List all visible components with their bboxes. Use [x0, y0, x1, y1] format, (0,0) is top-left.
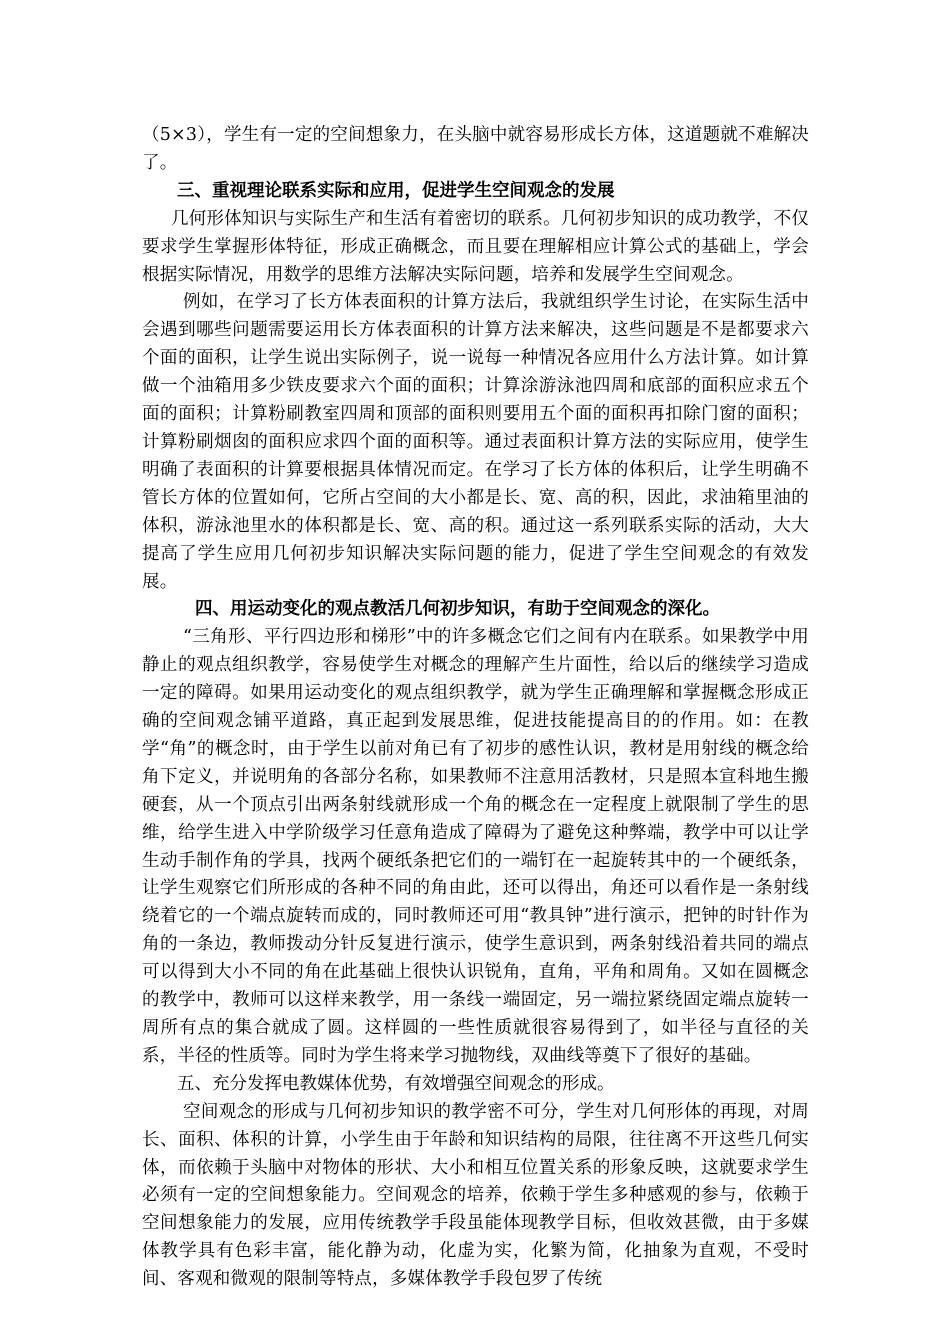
paragraph-surface-area-example: 例如，在学习了长方体表面积的计算方法后，我就组织学生讨论，在实际生活中会遇到哪些问题需要运用长方体表面积的计算方法来解决，这些问题是不是都要求六个面的面积，让学生说出实际例子，说一说每一种情况各应用什么方法计算。如计算做一个油箱用多少铁皮要求六个面的面积；计算涂游泳池四周和底部的面积应求五个面的面积；计算粉刷教室四周和顶部的面积则要用五个面的面积再扣除门窗的面积；计算粉刷烟囱的面积应求四个面的面积等。通过表面积计算方法的实际应用，使学生明确了表面积的计算要根据具体情况而定。在学习了长方体的体积后，让学生明确不管长方体的位置如何，它所占空间的大小都是长、宽、高的积，因此，求油箱里油的体积，游泳池里水的体积都是长、宽、高的积。通过这一系列联系实际的活动，大大提高了学生应用几何初步知识解决实际问题的能力，促进了学生空间观念的有效发展。 — [142, 292, 809, 592]
paragraph-multimedia: 空间观念的形成与几何初步知识的教学密不可分，学生对几何形体的再现，对周长、面积、体积的计算，小学生由于年龄和知识结构的局限，往往离不开这些几何实体，而依赖于头脑中对物体的形状、大小和相互位置关系的形象反映，这就要求学生必须有一定的空间想象能力。空间观念的培养，依赖于学生多种感观的参与，依赖于空间想象能力的发展，应用传统教学手段虽能体现教学目标，但收效甚微，由于多媒体教学具有色彩丰富，能化静为动，化虚为实，化繁为简，化抽象为直观，不受时间、客观和微观的限制等特点，多媒体教学手段包罗了传统 — [142, 1101, 809, 1290]
section-heading-4: 四、用运动变化的观点教活几何初步知识，有助于空间观念的深化。 — [195, 599, 720, 620]
paragraph-continuation: （5×3），学生有一定的空间想象力，在头脑中就容易形成长方体，这道题就不难解决了。 — [142, 125, 809, 173]
section-heading-3: 三、重视理论联系实际和应用，促进学生空间观念的发展 — [177, 180, 615, 201]
section-heading-5: 五、充分发挥电教媒体优势，有效增强空间观念的形成。 — [177, 1073, 615, 1094]
paragraph-motion-viewpoint: “三角形、平行四边形和梯形”中的许多概念它们之间有内在联系。如果教学中用静止的观点组织教学，容易使学生对概念的理解产生片面性，给以后的继续学习造成一定的障碍。如果用运动变化的观点组织教学，就为学生正确理解和掌握概念形成正确的空间观念铺平道路，真正起到发展思维，促进技能提高目的的作用。如：在教学“角”的概念时，由于学生以前对角已有了初步的感性认识，教材是用射线的概念给角下定义，并说明角的各部分名称，如果教师不注意用活教材，只是照本宣科地生搬硬套，从一个顶点引出两条射线就形成一个角的概念在一定程度上就限制了学生的思维，给学生进入中学阶级学习任意角造成了障碍为了避免这种弊端，教学中可以让学生动手制作角的学具，找两个硬纸条把它们的一端钉在一起旋转其中的一个硬纸条，让学生观察它们所形成的各种不同的角由此，还可以得出，角还可以看作是一条射线绕着它的一个端点旋转而成的，同时教师还可用“教具钟”进行演示，把钟的时针作为角的一条边，教师拨动分针反复进行演示，使学生意识到，两条射线沿着共同的端点可以得到大小不同的角在此基础上很快认识锐角，直角，平角和周角。又如在圆概念的教学中，教师可以这样来教学，用一条线一端固定，另一端拉紧绕固定端点旋转一周所有点的集合就成了圆。这样圆的一些性质就很容易得到了，如半径与直径的关系，半径的性质等。同时为学生将来学习抛物线，双曲线等奠下了很好的基础。 — [142, 627, 809, 1066]
document-page — [142, 122, 809, 1294]
paragraph-practical-links: 几何形体知识与实际生产和生活有着密切的联系。几何初步知识的成功教学，不仅要求学生掌握形体特征，形成正确概念，而且要在理解相应计算公式的基础上，学会根据实际情况，用数学的思维方法解决实际问题，培养和发展学生空间观念。 — [142, 208, 809, 285]
